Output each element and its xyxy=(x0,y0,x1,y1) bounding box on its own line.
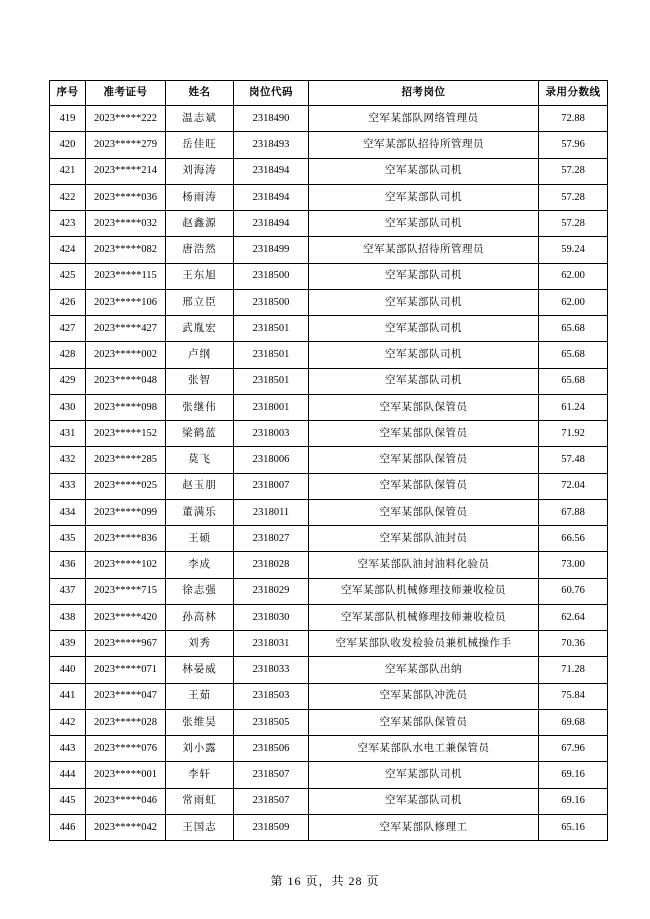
cell-name: 卢纲 xyxy=(166,342,234,368)
cell-position-code: 2318499 xyxy=(234,237,309,263)
cell-serial-number: 422 xyxy=(50,184,86,210)
table-row xyxy=(50,184,608,210)
table-row xyxy=(50,211,608,237)
cell-name: 刘海涛 xyxy=(166,158,234,184)
cell-position-title: 空军某部队修理工 xyxy=(309,814,539,840)
cell-position-title: 空军某部队保管员 xyxy=(309,473,539,499)
cell-admission-ticket: 2023*****076 xyxy=(86,736,166,762)
cell-admission-ticket: 2023*****967 xyxy=(86,631,166,657)
cell-position-code: 2318500 xyxy=(234,289,309,315)
cell-serial-number: 437 xyxy=(50,578,86,604)
cell-name: 常雨虹 xyxy=(166,788,234,814)
header-admission-ticket: 准考证号 xyxy=(86,81,166,106)
cell-score-line: 62.00 xyxy=(539,263,608,289)
cell-admission-ticket: 2023*****102 xyxy=(86,552,166,578)
cell-position-title: 空军某部队油封员 xyxy=(309,526,539,552)
cell-position-code: 2318490 xyxy=(234,106,309,132)
cell-serial-number: 440 xyxy=(50,657,86,683)
cell-position-title: 空军某部队保管员 xyxy=(309,447,539,473)
header-score-line: 录用分数线 xyxy=(539,81,608,106)
cell-name: 张维昊 xyxy=(166,709,234,735)
cell-serial-number: 425 xyxy=(50,263,86,289)
table-row xyxy=(50,657,608,683)
cell-serial-number: 423 xyxy=(50,211,86,237)
cell-admission-ticket: 2023*****002 xyxy=(86,342,166,368)
cell-score-line: 72.88 xyxy=(539,106,608,132)
cell-name: 赵玉朋 xyxy=(166,473,234,499)
cell-score-line: 62.64 xyxy=(539,604,608,630)
header-name: 姓名 xyxy=(166,81,234,106)
table-row xyxy=(50,342,608,368)
cell-name: 林晏威 xyxy=(166,657,234,683)
cell-serial-number: 444 xyxy=(50,762,86,788)
cell-position-title: 空军某部队机械修理技师兼收检员 xyxy=(309,604,539,630)
cell-position-title: 空军某部队招待所管理员 xyxy=(309,237,539,263)
cell-score-line: 69.68 xyxy=(539,709,608,735)
cell-serial-number: 420 xyxy=(50,132,86,158)
cell-position-title: 空军某部队司机 xyxy=(309,263,539,289)
cell-admission-ticket: 2023*****071 xyxy=(86,657,166,683)
cell-position-code: 2318501 xyxy=(234,316,309,342)
table-row xyxy=(50,106,608,132)
cell-admission-ticket: 2023*****106 xyxy=(86,289,166,315)
cell-position-code: 2318030 xyxy=(234,604,309,630)
cell-name: 张继伟 xyxy=(166,394,234,420)
cell-position-title: 空军某部队司机 xyxy=(309,158,539,184)
cell-admission-ticket: 2023*****279 xyxy=(86,132,166,158)
cell-position-title: 空军某部队冲洗员 xyxy=(309,683,539,709)
cell-serial-number: 431 xyxy=(50,421,86,447)
cell-position-code: 2318501 xyxy=(234,368,309,394)
cell-position-title: 空军某部队司机 xyxy=(309,788,539,814)
cell-position-code: 2318027 xyxy=(234,526,309,552)
cell-score-line: 57.28 xyxy=(539,158,608,184)
cell-admission-ticket: 2023*****042 xyxy=(86,814,166,840)
cell-position-title: 空军某部队司机 xyxy=(309,316,539,342)
table-row xyxy=(50,447,608,473)
cell-name: 赵鑫源 xyxy=(166,211,234,237)
cell-score-line: 69.16 xyxy=(539,788,608,814)
cell-score-line: 65.68 xyxy=(539,368,608,394)
cell-name: 徐志强 xyxy=(166,578,234,604)
cell-position-code: 2318506 xyxy=(234,736,309,762)
table-row xyxy=(50,578,608,604)
table-row xyxy=(50,604,608,630)
cell-name: 杨雨涛 xyxy=(166,184,234,210)
cell-name: 刘秀 xyxy=(166,631,234,657)
cell-position-title: 空军某部队水电工兼保管员 xyxy=(309,736,539,762)
cell-serial-number: 443 xyxy=(50,736,86,762)
cell-name: 邢立臣 xyxy=(166,289,234,315)
cell-name: 武胤宏 xyxy=(166,316,234,342)
cell-position-code: 2318494 xyxy=(234,211,309,237)
cell-score-line: 57.28 xyxy=(539,211,608,237)
cell-name: 莫飞 xyxy=(166,447,234,473)
cell-position-title: 空军某部队油封油料化验员 xyxy=(309,552,539,578)
cell-name: 王国志 xyxy=(166,814,234,840)
cell-score-line: 66.56 xyxy=(539,526,608,552)
table-row xyxy=(50,263,608,289)
cell-name: 王硕 xyxy=(166,526,234,552)
cell-position-code: 2318507 xyxy=(234,788,309,814)
cell-position-title: 空军某部队保管员 xyxy=(309,499,539,525)
cell-score-line: 65.16 xyxy=(539,814,608,840)
cell-serial-number: 421 xyxy=(50,158,86,184)
cell-serial-number: 438 xyxy=(50,604,86,630)
cell-score-line: 70.36 xyxy=(539,631,608,657)
table-row xyxy=(50,631,608,657)
cell-score-line: 62.00 xyxy=(539,289,608,315)
cell-score-line: 60.76 xyxy=(539,578,608,604)
cell-position-code: 2318503 xyxy=(234,683,309,709)
cell-serial-number: 434 xyxy=(50,499,86,525)
table-row xyxy=(50,316,608,342)
cell-position-title: 空军某部队司机 xyxy=(309,762,539,788)
table-row xyxy=(50,499,608,525)
cell-score-line: 71.28 xyxy=(539,657,608,683)
table-row xyxy=(50,421,608,447)
cell-admission-ticket: 2023*****025 xyxy=(86,473,166,499)
table-row xyxy=(50,788,608,814)
cell-position-code: 2318033 xyxy=(234,657,309,683)
cell-position-title: 空军某部队收发检验员兼机械操作手 xyxy=(309,631,539,657)
cell-score-line: 67.88 xyxy=(539,499,608,525)
cell-serial-number: 426 xyxy=(50,289,86,315)
table-row xyxy=(50,526,608,552)
cell-serial-number: 442 xyxy=(50,709,86,735)
cell-position-title: 空军某部队司机 xyxy=(309,368,539,394)
table-row xyxy=(50,709,608,735)
cell-position-code: 2318031 xyxy=(234,631,309,657)
cell-name: 李成 xyxy=(166,552,234,578)
header-position-title: 招考岗位 xyxy=(309,81,539,106)
cell-score-line: 69.16 xyxy=(539,762,608,788)
cell-score-line: 57.28 xyxy=(539,184,608,210)
cell-position-title: 空军某部队出纳 xyxy=(309,657,539,683)
cell-position-title: 空军某部队网络管理员 xyxy=(309,106,539,132)
cell-position-code: 2318505 xyxy=(234,709,309,735)
cell-score-line: 75.84 xyxy=(539,683,608,709)
cell-admission-ticket: 2023*****001 xyxy=(86,762,166,788)
header-serial-number: 序号 xyxy=(50,81,86,106)
cell-name: 孙高林 xyxy=(166,604,234,630)
cell-name: 董满乐 xyxy=(166,499,234,525)
cell-position-code: 2318507 xyxy=(234,762,309,788)
cell-score-line: 57.48 xyxy=(539,447,608,473)
cell-serial-number: 428 xyxy=(50,342,86,368)
cell-position-code: 2318011 xyxy=(234,499,309,525)
cell-serial-number: 419 xyxy=(50,106,86,132)
cell-serial-number: 435 xyxy=(50,526,86,552)
cell-position-code: 2318493 xyxy=(234,132,309,158)
table-row xyxy=(50,736,608,762)
cell-score-line: 57.96 xyxy=(539,132,608,158)
table-row xyxy=(50,683,608,709)
table-row xyxy=(50,237,608,263)
cell-serial-number: 427 xyxy=(50,316,86,342)
cell-admission-ticket: 2023*****715 xyxy=(86,578,166,604)
cell-position-code: 2318494 xyxy=(234,184,309,210)
cell-position-code: 2318006 xyxy=(234,447,309,473)
cell-name: 王东旭 xyxy=(166,263,234,289)
table-row xyxy=(50,814,608,840)
cell-score-line: 72.04 xyxy=(539,473,608,499)
cell-admission-ticket: 2023*****099 xyxy=(86,499,166,525)
table-row xyxy=(50,289,608,315)
cell-position-title: 空军某部队机械修理技师兼收检员 xyxy=(309,578,539,604)
cell-serial-number: 439 xyxy=(50,631,86,657)
cell-admission-ticket: 2023*****046 xyxy=(86,788,166,814)
cell-admission-ticket: 2023*****098 xyxy=(86,394,166,420)
table-row xyxy=(50,368,608,394)
cell-name: 张智 xyxy=(166,368,234,394)
cell-serial-number: 430 xyxy=(50,394,86,420)
cell-admission-ticket: 2023*****152 xyxy=(86,421,166,447)
cell-name: 岳佳旺 xyxy=(166,132,234,158)
cell-serial-number: 433 xyxy=(50,473,86,499)
cell-admission-ticket: 2023*****032 xyxy=(86,211,166,237)
cell-name: 刘小露 xyxy=(166,736,234,762)
cell-name: 温志斌 xyxy=(166,106,234,132)
cell-position-code: 2318001 xyxy=(234,394,309,420)
cell-score-line: 59.24 xyxy=(539,237,608,263)
table-body xyxy=(50,106,608,841)
cell-position-code: 2318003 xyxy=(234,421,309,447)
cell-position-title: 空军某部队司机 xyxy=(309,184,539,210)
cell-name: 李轩 xyxy=(166,762,234,788)
table-row xyxy=(50,552,608,578)
cell-position-code: 2318007 xyxy=(234,473,309,499)
table-row xyxy=(50,132,608,158)
cell-score-line: 65.68 xyxy=(539,342,608,368)
header-position-code: 岗位代码 xyxy=(234,81,309,106)
cell-score-line: 67.96 xyxy=(539,736,608,762)
cell-serial-number: 436 xyxy=(50,552,86,578)
cell-admission-ticket: 2023*****028 xyxy=(86,709,166,735)
cell-admission-ticket: 2023*****427 xyxy=(86,316,166,342)
table-row xyxy=(50,158,608,184)
cell-score-line: 71.92 xyxy=(539,421,608,447)
cell-position-code: 2318501 xyxy=(234,342,309,368)
cell-admission-ticket: 2023*****285 xyxy=(86,447,166,473)
table-header-row xyxy=(50,81,608,106)
cell-name: 梁鹤蓝 xyxy=(166,421,234,447)
cell-admission-ticket: 2023*****214 xyxy=(86,158,166,184)
cell-position-title: 空军某部队保管员 xyxy=(309,709,539,735)
cell-name: 王茹 xyxy=(166,683,234,709)
cell-score-line: 65.68 xyxy=(539,316,608,342)
cell-admission-ticket: 2023*****115 xyxy=(86,263,166,289)
cell-position-code: 2318509 xyxy=(234,814,309,840)
cell-serial-number: 424 xyxy=(50,237,86,263)
cell-score-line: 73.00 xyxy=(539,552,608,578)
cell-admission-ticket: 2023*****420 xyxy=(86,604,166,630)
cell-position-code: 2318494 xyxy=(234,158,309,184)
cell-position-code: 2318500 xyxy=(234,263,309,289)
table-row xyxy=(50,394,608,420)
cell-position-code: 2318029 xyxy=(234,578,309,604)
cell-admission-ticket: 2023*****082 xyxy=(86,237,166,263)
cell-serial-number: 441 xyxy=(50,683,86,709)
cell-serial-number: 446 xyxy=(50,814,86,840)
cell-admission-ticket: 2023*****047 xyxy=(86,683,166,709)
cell-score-line: 61.24 xyxy=(539,394,608,420)
cell-serial-number: 445 xyxy=(50,788,86,814)
cell-admission-ticket: 2023*****836 xyxy=(86,526,166,552)
cell-position-title: 空军某部队司机 xyxy=(309,289,539,315)
cell-serial-number: 432 xyxy=(50,447,86,473)
table-header xyxy=(50,81,608,106)
cell-position-code: 2318028 xyxy=(234,552,309,578)
cell-admission-ticket: 2023*****036 xyxy=(86,184,166,210)
page-number-footer: 第 16 页，共 28 页 xyxy=(270,874,380,888)
table-row xyxy=(50,473,608,499)
cell-position-title: 空军某部队司机 xyxy=(309,342,539,368)
cell-name: 唐浩然 xyxy=(166,237,234,263)
cell-position-title: 空军某部队司机 xyxy=(309,211,539,237)
table-row xyxy=(50,762,608,788)
cell-admission-ticket: 2023*****222 xyxy=(86,106,166,132)
admission-score-table xyxy=(49,80,608,841)
cell-serial-number: 429 xyxy=(50,368,86,394)
cell-position-title: 空军某部队保管员 xyxy=(309,394,539,420)
cell-position-title: 空军某部队招待所管理员 xyxy=(309,132,539,158)
cell-admission-ticket: 2023*****048 xyxy=(86,368,166,394)
cell-position-title: 空军某部队保管员 xyxy=(309,421,539,447)
